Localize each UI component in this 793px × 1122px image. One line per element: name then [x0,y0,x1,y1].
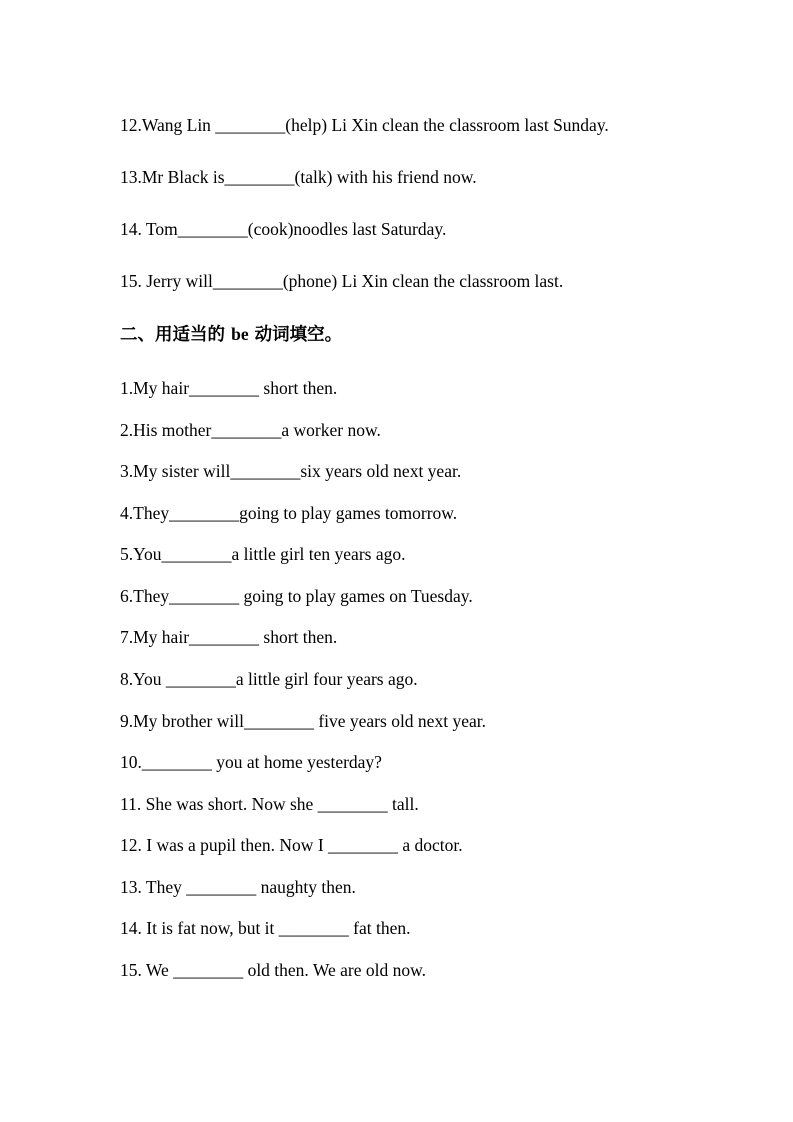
exercise-line: 11. She was short. Now she ________ tall. [120,794,419,814]
exercise-line: 9.My brother will________ five years old next year. [120,711,486,731]
exercise-line: 4.They________going to play games tomorrow. [120,503,458,523]
exercise-line: 2.His mother________a worker now. [120,420,381,440]
exercise-line: 3.My sister will________six years old next year. [120,461,462,481]
exercise-line: 6.They________ going to play games on Tuesday. [120,586,473,606]
exercise-line: 15. Jerry will________(phone) Li Xin clean the classroom last. [120,271,564,291]
exercise-line: 13.Mr Black is________(talk) with his friend now. [120,167,477,187]
exercise-line: 15. We ________ old then. We are old now. [120,960,426,980]
section-heading-suffix: 动词填空。 [248,325,343,345]
exercise-line: 14. It is fat now, but it ________ fat then. [120,918,411,938]
exercise-line: 5.You________a little girl ten years ago. [120,544,406,564]
exercise-line: 1.My hair________ short then. [120,378,338,398]
exercise-line: 10.________ you at home yesterday? [120,752,382,772]
section-heading-be: be [231,324,249,344]
exercise-line: 12. I was a pupil then. Now I ________ a doctor. [120,835,463,855]
exercise-line: 12.Wang Lin ________(help) Li Xin clean the classroom last Sunday. [120,115,609,135]
section-heading-prefix: 二、用适当的 [120,325,232,345]
exercise-line: 8.You ________a little girl four years ago. [120,669,418,689]
section-heading [120,324,342,345]
exercise-line: 13. They ________ naughty then. [120,877,356,897]
exercise-line: 14. Tom________(cook)noodles last Saturday. [120,219,447,239]
exercise-line: 7.My hair________ short then. [120,627,338,647]
